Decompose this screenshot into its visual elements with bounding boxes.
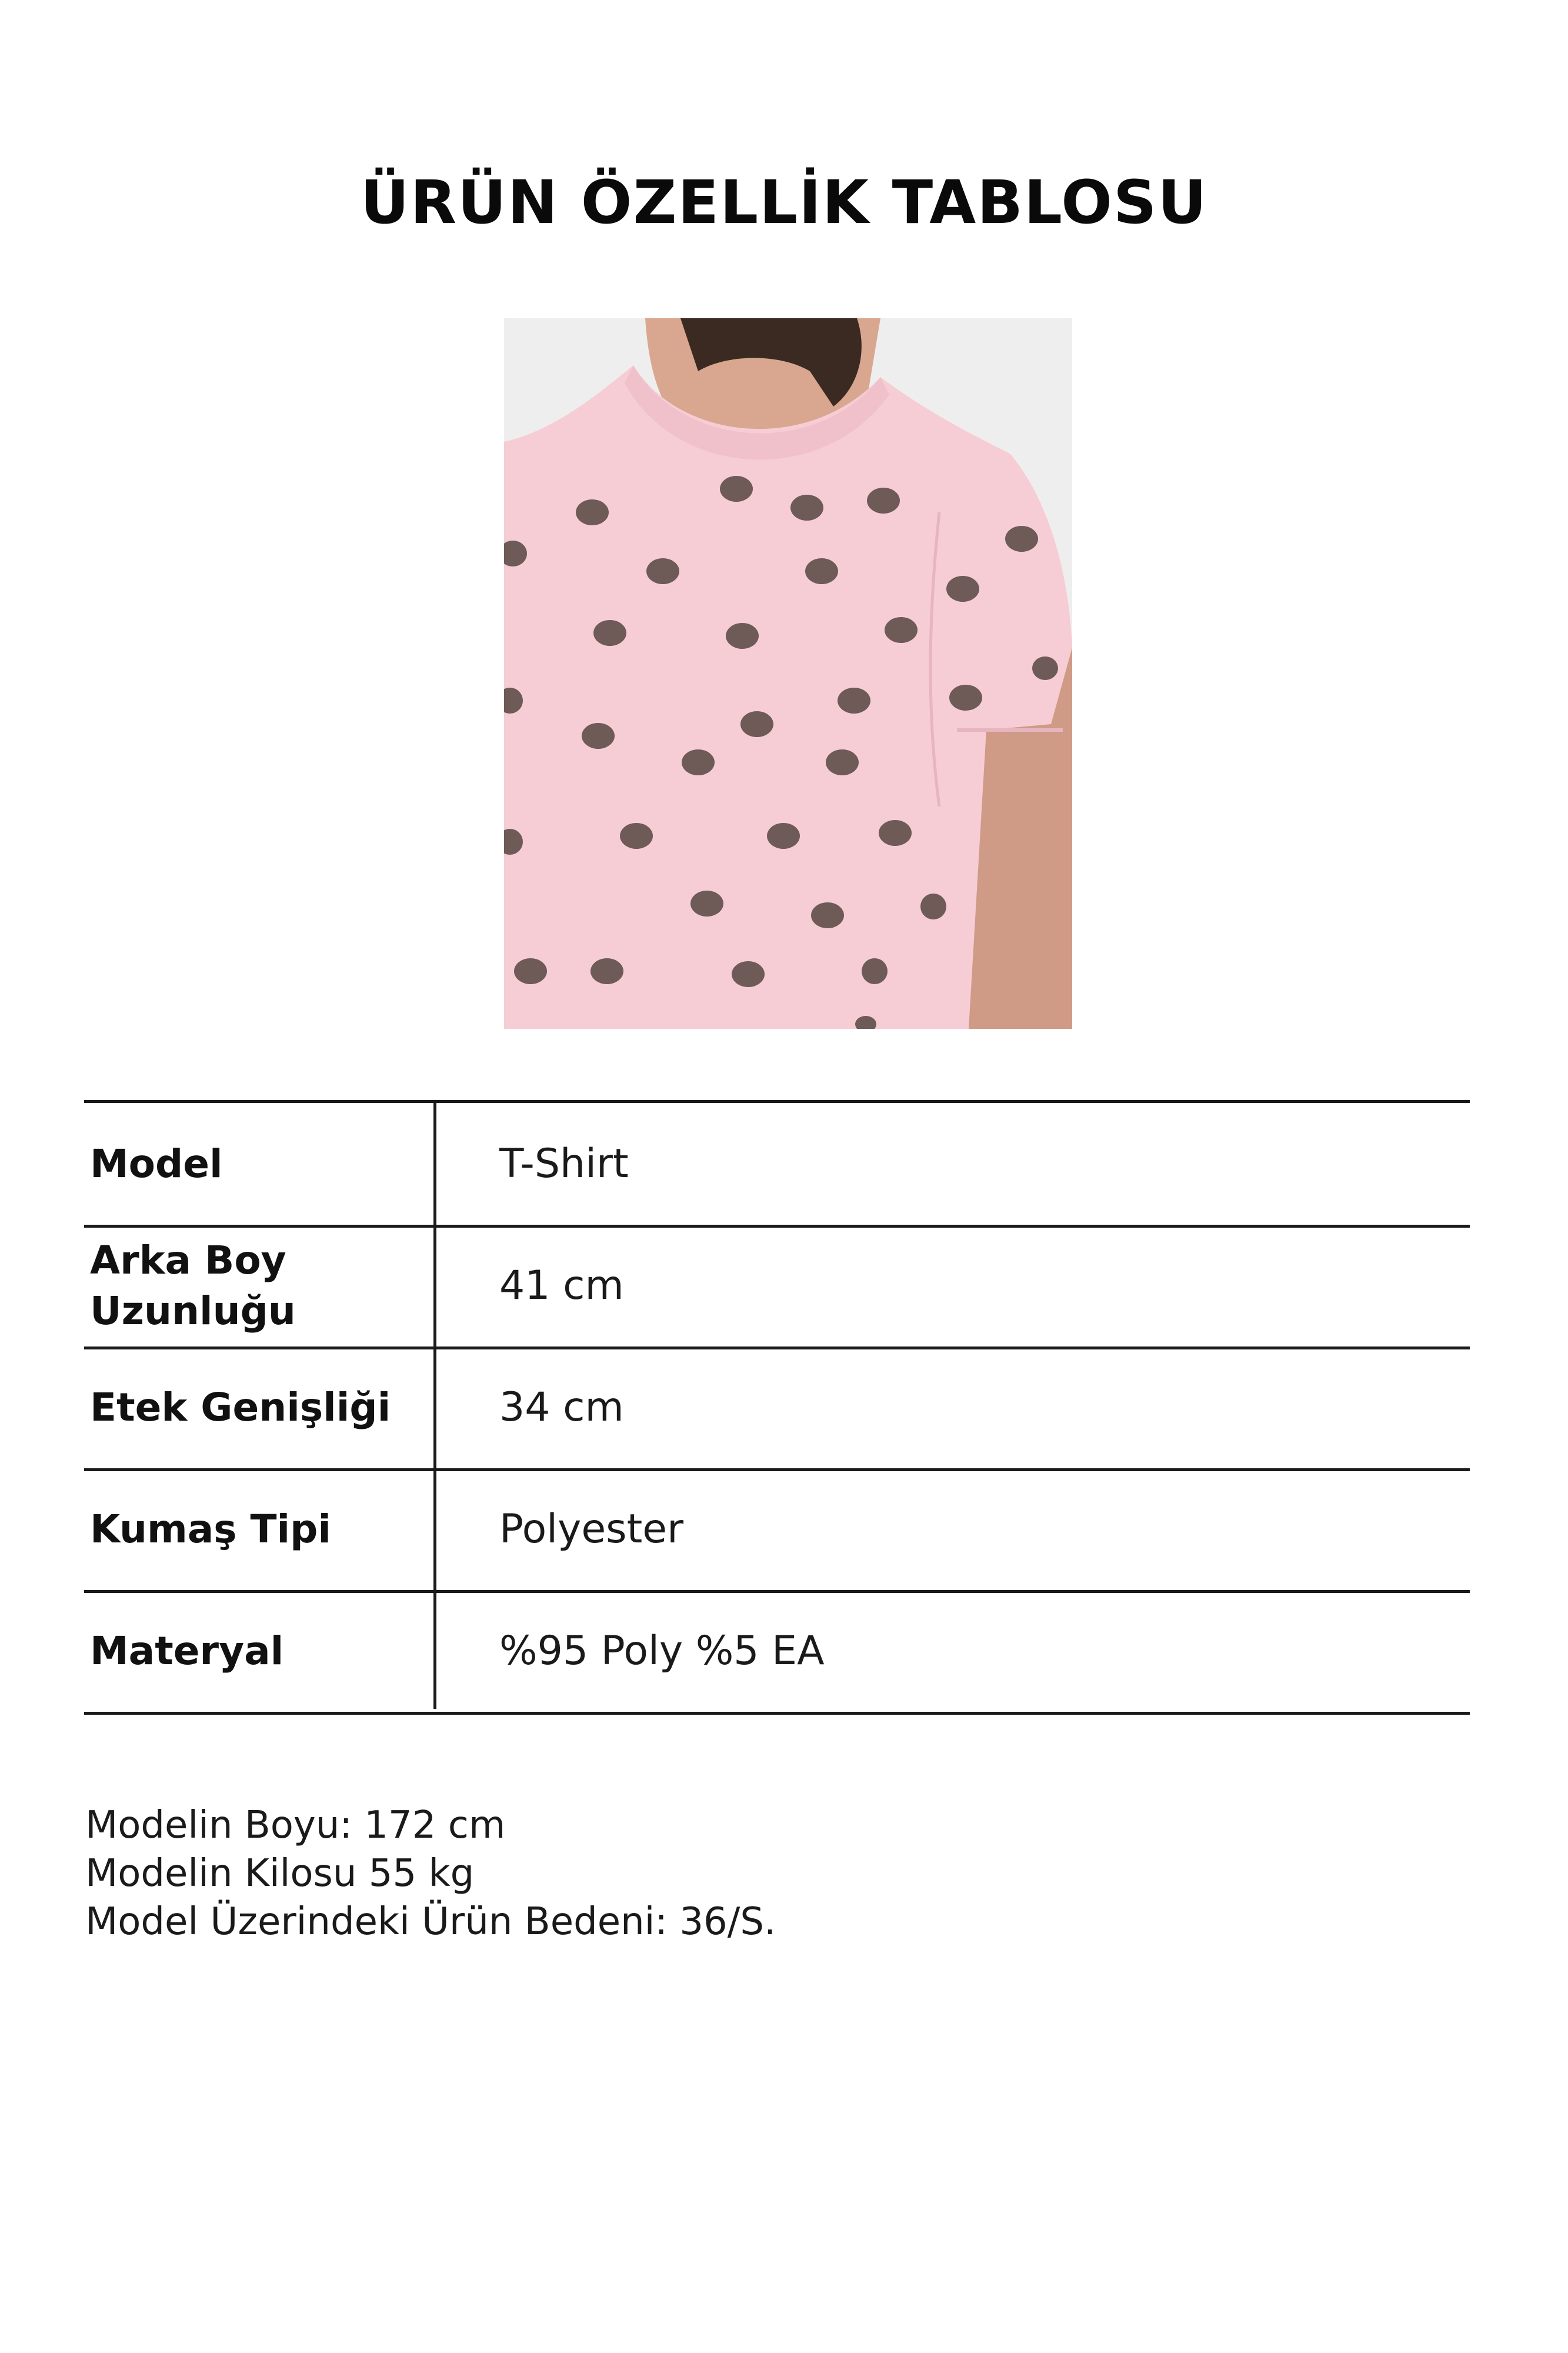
spec-label: Arka Boy Uzunluğu (90, 1237, 296, 1334)
page-title: ÜRÜN ÖZELLİK TABLOSU (360, 168, 1208, 238)
spec-value: 34 cm (499, 1384, 624, 1431)
model-size: Model Üzerindeki Ürün Bedeni: 36/S. (85, 1900, 776, 1944)
table-row (84, 1103, 1470, 1228)
spec-label: Materyal (90, 1628, 284, 1674)
table-column-divider (433, 1100, 436, 1709)
table-row (84, 1347, 1470, 1471)
spec-value: T-Shirt (499, 1141, 629, 1187)
spec-label: Model (90, 1141, 223, 1187)
product-photo (504, 318, 1072, 1029)
table-row (84, 1225, 1470, 1349)
model-weight: Modelin Kilosu 55 kg (85, 1852, 475, 1895)
model-height: Modelin Boyu: 172 cm (85, 1804, 506, 1847)
spec-value: %95 Poly %5 EA (499, 1628, 825, 1674)
model-info (85, 1801, 1438, 1946)
spec-value: Polyester (499, 1506, 684, 1552)
table-row (84, 1468, 1470, 1593)
spec-label: Kumaş Tipi (90, 1506, 332, 1552)
spec-value: 41 cm (499, 1262, 624, 1309)
polka-dot-tshirt-image (504, 318, 1072, 1029)
table-row (84, 1590, 1470, 1715)
spec-label: Etek Genişliği (90, 1384, 391, 1430)
